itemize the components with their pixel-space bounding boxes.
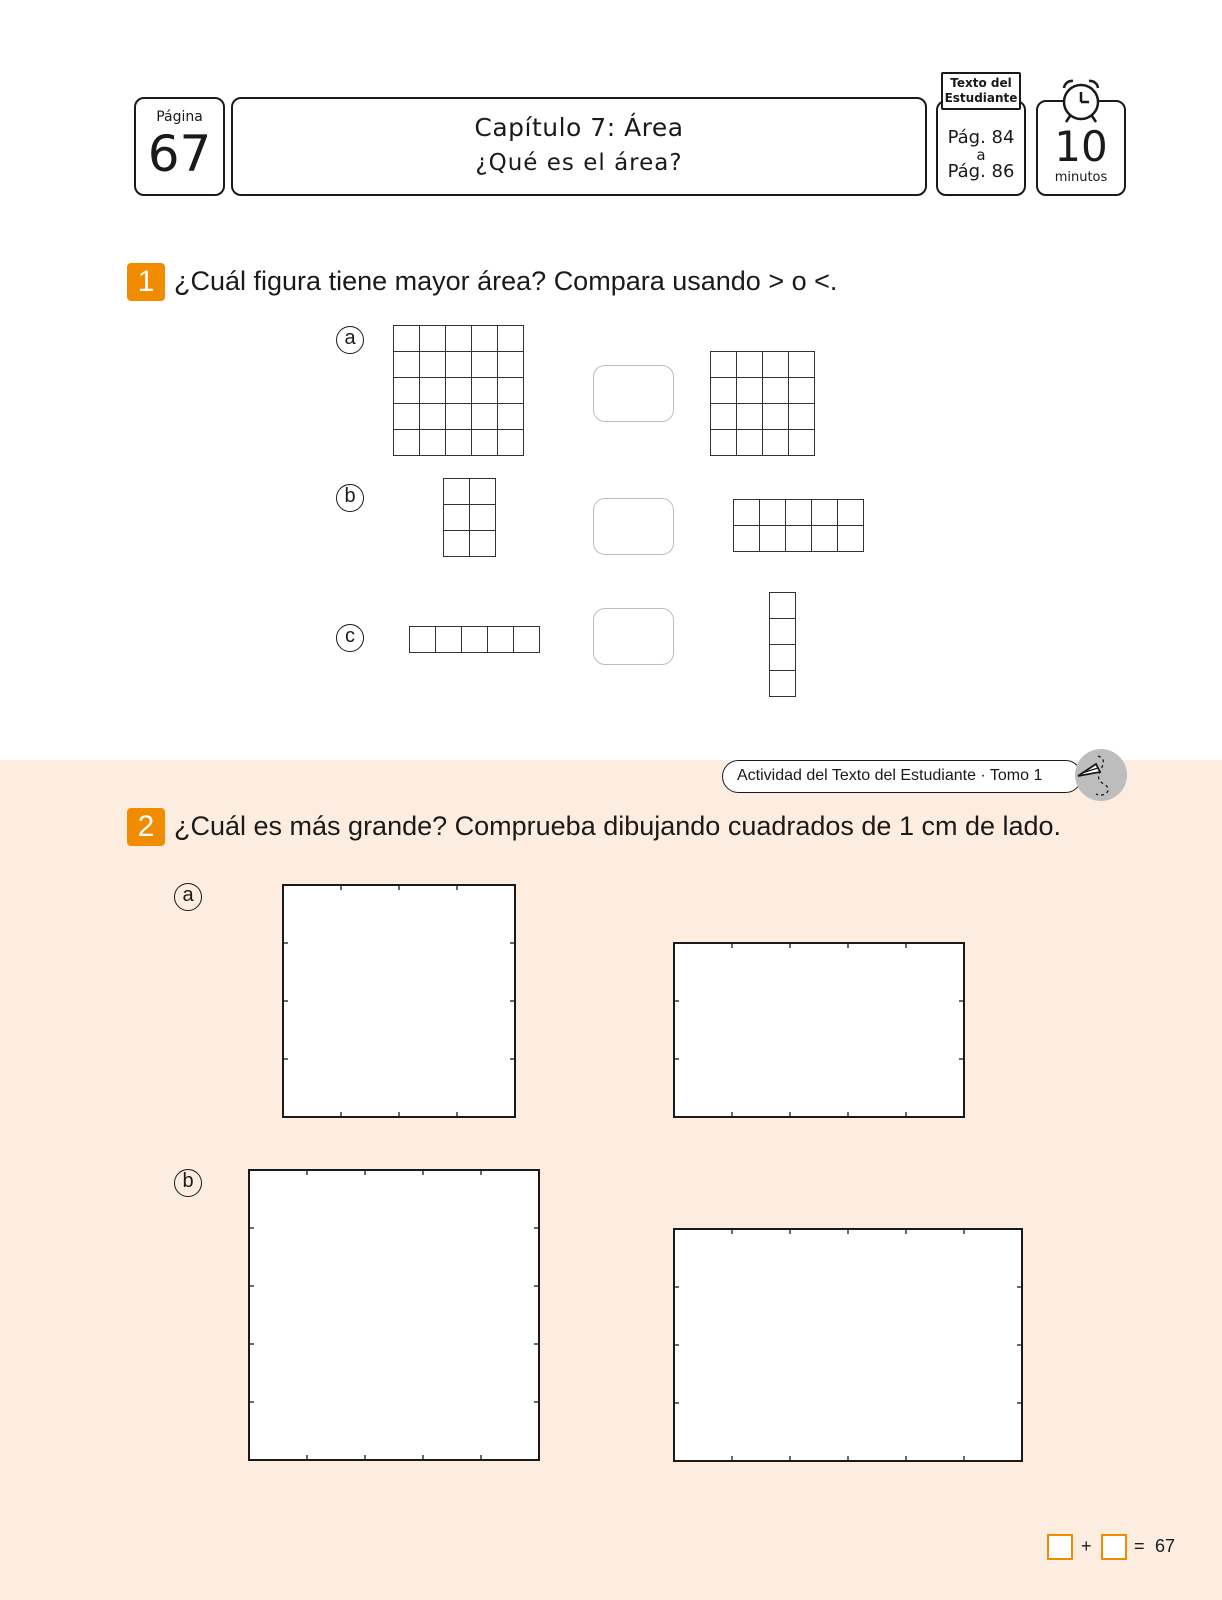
- grid-cell: [737, 404, 763, 430]
- ref-from: Pág. 84: [947, 127, 1015, 148]
- grid-cell: [472, 404, 498, 430]
- page-label: Página: [156, 109, 203, 125]
- grid-cell: [420, 404, 446, 430]
- grid-cell: [420, 378, 446, 404]
- grid-cell: [789, 404, 815, 430]
- q1c-answer-box[interactable]: [593, 608, 674, 665]
- q2a-right-drawing-area[interactable]: [673, 942, 965, 1118]
- grid-cell: [446, 352, 472, 378]
- grid-cell: [498, 326, 524, 352]
- grid-cell: [446, 378, 472, 404]
- q1a-answer-box[interactable]: [593, 365, 674, 422]
- grid-cell: [770, 671, 796, 697]
- grid-cell: [763, 404, 789, 430]
- grid-cell: [770, 619, 796, 645]
- grid-cell: [462, 627, 488, 653]
- q1-label-b: b: [336, 484, 364, 512]
- grid-cell: [760, 500, 786, 526]
- grid-cell: [734, 500, 760, 526]
- grid-cell: [420, 430, 446, 456]
- ref-connector: a: [976, 146, 986, 164]
- grid-cell: [789, 430, 815, 456]
- grid-cell: [711, 430, 737, 456]
- question-1-number: 1: [127, 263, 165, 301]
- q2-label-a: a: [174, 883, 202, 911]
- page-number-box: [134, 97, 225, 196]
- grid-cell: [470, 531, 496, 557]
- grid-cell: [763, 430, 789, 456]
- footer-box-1: [1047, 1534, 1073, 1560]
- q1c-left-grid: [409, 626, 541, 654]
- grid-cell: [470, 505, 496, 531]
- footer-box-2: [1101, 1534, 1127, 1560]
- grid-cell: [514, 627, 540, 653]
- grid-cell: [711, 378, 737, 404]
- grid-cell: [838, 526, 864, 552]
- grid-cell: [812, 500, 838, 526]
- grid-cell: [472, 430, 498, 456]
- grid-cell: [488, 627, 514, 653]
- page-number: 67: [147, 125, 212, 183]
- question-2-text: ¿Cuál es más grande? Comprueba dibujando cuadrados de 1 cm de lado.: [174, 811, 1062, 841]
- time-unit: minutos: [1054, 170, 1108, 185]
- grid-cell: [394, 430, 420, 456]
- grid-cell: [444, 505, 470, 531]
- q2b-right-drawing-area[interactable]: [673, 1228, 1023, 1462]
- activity-tag: Actividad del Texto del Estudiante · Tomo 1: [722, 760, 1082, 793]
- grid-cell: [444, 531, 470, 557]
- footer-result: 67: [1155, 1536, 1176, 1556]
- grid-cell: [770, 645, 796, 671]
- grid-cell: [498, 378, 524, 404]
- grid-cell: [394, 352, 420, 378]
- drawing-frame: [249, 1170, 539, 1460]
- grid-cell: [786, 500, 812, 526]
- grid-cell: [786, 526, 812, 552]
- grid-cell: [789, 352, 815, 378]
- q1-label-a: a: [336, 326, 364, 354]
- grid-cell: [446, 404, 472, 430]
- grid-cell: [763, 378, 789, 404]
- grid-cell: [498, 352, 524, 378]
- drawing-frame: [283, 885, 515, 1117]
- chapter-title-box: [231, 97, 927, 196]
- alarm-clock-icon: [1054, 76, 1108, 124]
- q1b-answer-box[interactable]: [593, 498, 674, 555]
- grid-cell: [737, 378, 763, 404]
- q1b-right-grid: [733, 499, 865, 553]
- grid-cell: [734, 526, 760, 552]
- q1c-right-grid: [769, 592, 797, 698]
- question-1-text: ¿Cuál figura tiene mayor área? Compara usando > o <.: [174, 266, 838, 296]
- footer-plus: +: [1081, 1536, 1092, 1556]
- grid-cell: [498, 404, 524, 430]
- grid-cell: [436, 627, 462, 653]
- book-icon: [941, 72, 1021, 110]
- book-label-line2: Estudiante: [944, 91, 1018, 105]
- grid-cell: [737, 352, 763, 378]
- pencil-path-icon: [1074, 748, 1128, 802]
- q2a-left-drawing-area[interactable]: [282, 884, 516, 1118]
- grid-cell: [472, 378, 498, 404]
- q1a-right-grid: [710, 351, 816, 457]
- q1a-left-grid: [393, 325, 525, 457]
- q2b-left-drawing-area[interactable]: [248, 1169, 540, 1461]
- grid-cell: [711, 352, 737, 378]
- grid-cell: [711, 404, 737, 430]
- lesson-subtitle: ¿Qué es el área?: [475, 150, 683, 176]
- grid-cell: [737, 430, 763, 456]
- q2-label-b: b: [174, 1169, 202, 1197]
- grid-cell: [420, 326, 446, 352]
- footer-equals: =: [1134, 1536, 1145, 1556]
- q1b-left-grid: [443, 478, 497, 558]
- time-value: 10: [1054, 122, 1108, 171]
- grid-cell: [789, 378, 815, 404]
- grid-cell: [470, 479, 496, 505]
- grid-cell: [472, 326, 498, 352]
- grid-cell: [472, 352, 498, 378]
- grid-cell: [770, 593, 796, 619]
- drawing-frame: [674, 1229, 1022, 1461]
- chapter-title: Capítulo 7: Área: [474, 113, 684, 142]
- grid-cell: [410, 627, 436, 653]
- grid-cell: [760, 526, 786, 552]
- textbook-reference-box: [936, 100, 1026, 196]
- ref-to: Pág. 86: [947, 161, 1015, 182]
- grid-cell: [446, 430, 472, 456]
- q1-label-c: c: [336, 624, 364, 652]
- grid-cell: [394, 404, 420, 430]
- grid-cell: [394, 378, 420, 404]
- drawing-frame: [674, 943, 964, 1117]
- grid-cell: [498, 430, 524, 456]
- grid-cell: [420, 352, 446, 378]
- grid-cell: [444, 479, 470, 505]
- grid-cell: [446, 326, 472, 352]
- grid-cell: [763, 352, 789, 378]
- grid-cell: [838, 500, 864, 526]
- grid-cell: [394, 326, 420, 352]
- book-label-line1: Texto del: [950, 76, 1012, 90]
- question-2-number: 2: [127, 808, 165, 846]
- grid-cell: [812, 526, 838, 552]
